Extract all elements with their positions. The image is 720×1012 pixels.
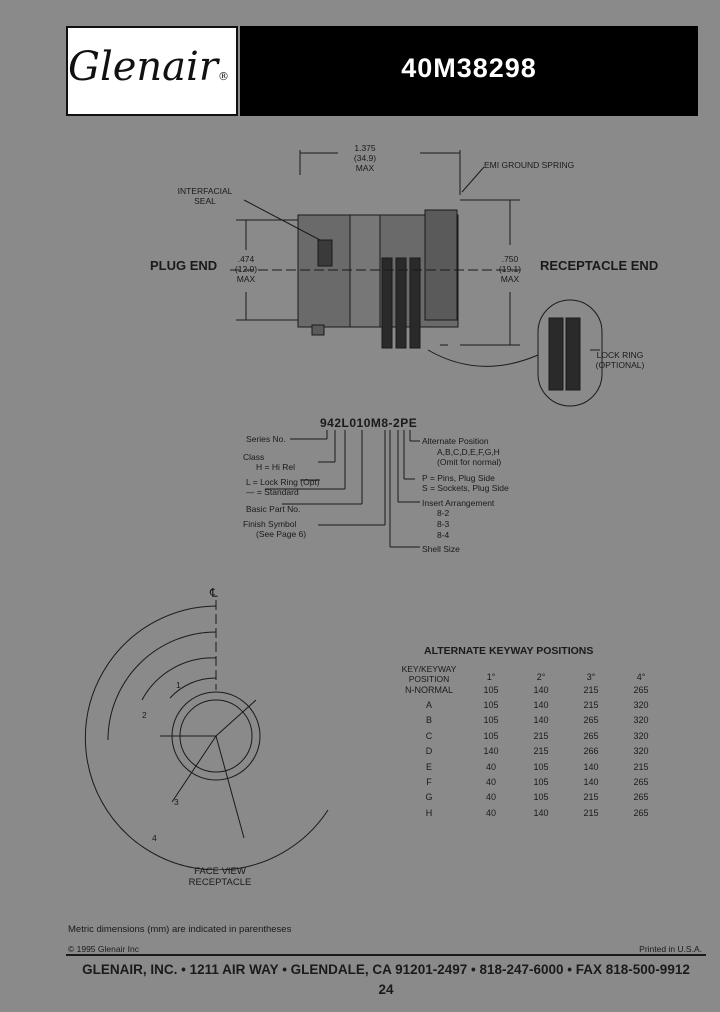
shell-size-label: Shell Size bbox=[422, 544, 460, 554]
alternate-position-label: Alternate Position bbox=[422, 436, 489, 446]
receptacle-end-label: RECEPTACLE END bbox=[540, 258, 659, 273]
keyway-position-header: KEY/KEYWAY POSITION bbox=[401, 664, 457, 684]
plug-end-label: PLUG END bbox=[150, 258, 218, 273]
title-bar bbox=[240, 26, 698, 116]
face-view-caption: FACE VIEW RECEPTACLE bbox=[188, 866, 252, 888]
keyway-angle-3: 140 bbox=[583, 777, 599, 788]
class-lock-ring: L = Lock Ring (Opt) bbox=[246, 477, 320, 487]
dim-top-value: 1.375 (34.9) MAX bbox=[353, 143, 377, 173]
keyway-angle-4: 320 bbox=[633, 746, 649, 757]
keyway-angle-3: 140 bbox=[583, 761, 599, 772]
part-code-leader-lines bbox=[0, 420, 720, 560]
keyway-angle-2: 140 bbox=[533, 700, 549, 711]
keyway-row bbox=[392, 759, 666, 774]
keyway-angle-4: 265 bbox=[633, 792, 649, 803]
keyway-angle-3: 215 bbox=[583, 684, 599, 695]
keyway-angle-3: 215 bbox=[583, 700, 599, 711]
basic-part-label: Basic Part No. bbox=[246, 504, 301, 514]
col-2: 2° bbox=[536, 672, 546, 682]
keyway-row bbox=[392, 682, 666, 697]
keyway-angle-4: 265 bbox=[633, 777, 649, 788]
keyway-angle-1: 40 bbox=[485, 761, 496, 772]
dim-right-value: .750 (19.1) MAX bbox=[498, 254, 522, 284]
col-1: 1° bbox=[486, 672, 496, 682]
keyway-position: H bbox=[425, 807, 433, 818]
keyway-angle-2: 140 bbox=[533, 715, 549, 726]
class-standard: — = Standard bbox=[246, 487, 299, 497]
centerline-symbol: ℄ bbox=[210, 586, 218, 600]
keyway-position: E bbox=[425, 761, 432, 772]
keyway-table bbox=[392, 672, 666, 821]
keyway-angle-4: 320 bbox=[633, 715, 649, 726]
insert-arrangement-label: Insert Arrangement bbox=[422, 498, 495, 508]
keyway-row bbox=[392, 697, 666, 712]
face-view-diagram bbox=[60, 580, 360, 870]
sockets-option: S = Sockets, Plug Side bbox=[422, 483, 509, 493]
keyway-angle-1: 140 bbox=[483, 746, 499, 757]
angle-label-3: 3 bbox=[174, 797, 179, 807]
glenair-logo: Glenair® bbox=[68, 44, 229, 90]
keyway-row bbox=[392, 744, 666, 759]
keyway-angle-4: 265 bbox=[633, 807, 649, 818]
footer-address: GLENAIR, INC. • 1211 AIR WAY • GLENDALE, CA 91201-2497 • 818-247-6000 • FAX 818-500-9912 bbox=[82, 962, 690, 977]
keyway-table-title: ALTERNATE KEYWAY POSITIONS bbox=[424, 645, 594, 657]
logo-box bbox=[66, 26, 238, 116]
keyway-angle-3: 266 bbox=[583, 746, 599, 757]
keyway-angle-1: 40 bbox=[485, 777, 496, 788]
part-number-title: 40M38298 bbox=[401, 53, 537, 83]
keyway-angle-1: 40 bbox=[485, 807, 496, 818]
keyway-position: N-NORMAL bbox=[404, 684, 453, 695]
angle-label-1: 1 bbox=[176, 680, 181, 690]
emi-ground-spring-label: EMI GROUND SPRING bbox=[484, 160, 575, 170]
copyright: © 1995 Glenair Inc bbox=[68, 944, 139, 954]
keyway-angle-2: 215 bbox=[533, 746, 549, 757]
printed-in-usa: Printed in U.S.A. bbox=[639, 944, 702, 954]
keyway-angle-3: 215 bbox=[583, 792, 599, 803]
arrangement-8-4: 8-4 bbox=[437, 530, 450, 540]
keyway-angle-2: 215 bbox=[533, 730, 549, 741]
part-code: 942L010M8-2PE bbox=[320, 416, 418, 430]
omit-normal-note: (Omit for normal) bbox=[437, 457, 502, 467]
keyway-position: C bbox=[425, 730, 433, 741]
keyway-angle-2: 140 bbox=[533, 807, 549, 818]
angle-label-2: 2 bbox=[142, 710, 147, 720]
arrangement-8-2: 8-2 bbox=[437, 508, 450, 518]
keyway-angle-3: 265 bbox=[583, 715, 599, 726]
keyway-header-row bbox=[392, 672, 666, 682]
keyway-angle-4: 265 bbox=[633, 684, 649, 695]
keyway-position: F bbox=[426, 777, 432, 788]
footer-rule bbox=[66, 954, 706, 956]
keyway-position: G bbox=[425, 792, 433, 803]
keyway-angle-1: 105 bbox=[483, 700, 499, 711]
keyway-angle-1: 105 bbox=[483, 715, 499, 726]
keyway-position: D bbox=[425, 746, 433, 757]
keyway-angle-4: 320 bbox=[633, 700, 649, 711]
finish-symbol-label: Finish Symbol bbox=[243, 519, 297, 529]
arrangement-8-3: 8-3 bbox=[437, 519, 450, 529]
class-hi-rel: H = Hi Rel bbox=[256, 462, 295, 472]
series-no-label: Series No. bbox=[246, 434, 286, 444]
keyway-angle-4: 320 bbox=[633, 730, 649, 741]
keyway-row bbox=[392, 728, 666, 743]
keyway-row bbox=[392, 805, 666, 820]
alternate-letters: A,B,C,D,E,F,G,H bbox=[437, 447, 500, 457]
see-page-note: (See Page 6) bbox=[256, 529, 307, 539]
pins-option: P = Pins, Plug Side bbox=[422, 473, 495, 483]
interfacial-seal-label: INTERFACIAL SEAL bbox=[177, 186, 233, 206]
keyway-angle-2: 105 bbox=[533, 777, 549, 788]
keyway-row bbox=[392, 713, 666, 728]
keyway-row bbox=[392, 774, 666, 789]
keyway-angle-1: 105 bbox=[483, 684, 499, 695]
keyway-angle-1: 40 bbox=[485, 792, 496, 803]
keyway-angle-3: 215 bbox=[583, 807, 599, 818]
keyway-angle-3: 265 bbox=[583, 730, 599, 741]
col-3: 3° bbox=[586, 672, 596, 682]
keyway-angle-2: 140 bbox=[533, 684, 549, 695]
keyway-row bbox=[392, 790, 666, 805]
keyway-position: A bbox=[425, 700, 432, 711]
class-label: Class bbox=[243, 452, 265, 462]
keyway-angle-4: 215 bbox=[633, 761, 649, 772]
col-4: 4° bbox=[636, 672, 646, 682]
keyway-angle-2: 105 bbox=[533, 761, 549, 772]
lock-ring-label: LOCK RING (OPTIONAL) bbox=[595, 350, 645, 370]
keyway-angle-1: 105 bbox=[483, 730, 499, 741]
angle-label-4: 4 bbox=[152, 833, 157, 843]
page-number: 24 bbox=[378, 982, 394, 997]
keyway-position: B bbox=[425, 715, 432, 726]
keyway-angle-2: 105 bbox=[533, 792, 549, 803]
dim-left-value: .474 (12.0) MAX bbox=[234, 254, 258, 284]
metric-note: Metric dimensions (mm) are indicated in parentheses bbox=[68, 924, 292, 935]
